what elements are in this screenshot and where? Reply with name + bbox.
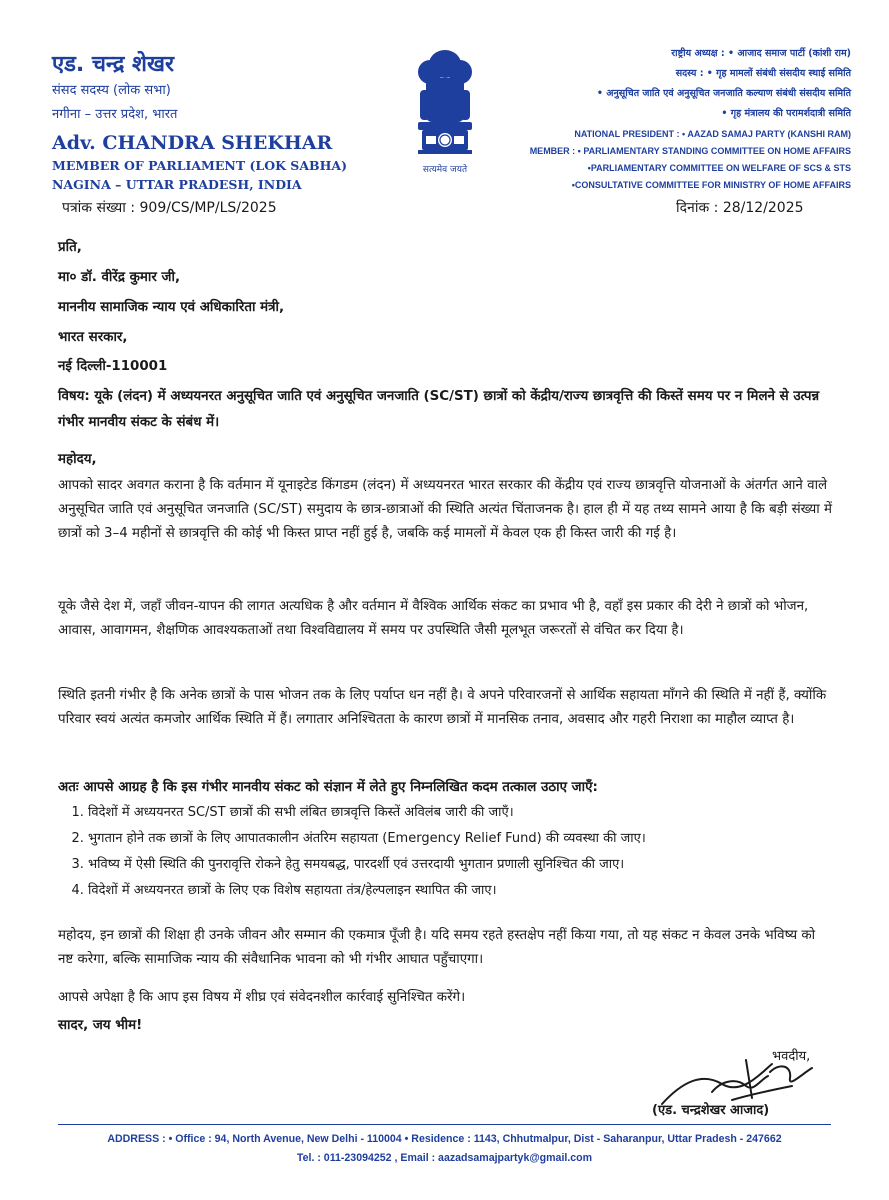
recipient-govt: भारत सरकार, <box>58 330 128 345</box>
hindi-name: एड. चन्द्र शेखर <box>52 52 175 77</box>
paragraph-2: यूके जैसे देश में, जहाँ जीवन-यापन की लागत अत्यधिक है और वर्तमान में वैश्विक आर्थिक संकट का प्रभाव भी है, वहाँ इस प्रकार की देरी ने छात्रों को भोजन, आवास, आवागमन, शैक्षणिक आवश्यकताओं तथा विश्वविद्यालय में समय पर उपस्थिति जैसी मूलभूत जरूरतों से वंचित कर दिया है। <box>58 599 809 638</box>
national-emblem-icon <box>400 42 490 172</box>
english-constituency: NAGINA – UTTAR PRADESH, INDIA <box>52 177 302 192</box>
right-hi-line-2: सदस्य : • गृह मामलों संबंधी संसदीय स्थाई समिति <box>675 68 851 79</box>
right-en-line-2: MEMBER : • PARLIAMENTARY STANDING COMMITTEE ON HOME AFFAIRS <box>529 146 851 156</box>
request-item: 1. विदेशों में अध्ययनरत SC/ST छात्रों की सभी लंबित छात्रवृत्ति किस्तें अविलंब जारी की जाएँ। <box>88 800 834 826</box>
expectation: आपसे अपेक्षा है कि आप इस विषय में शीघ्र एवं संवेदनशील कार्रवाई सुनिश्चित करेंगे। <box>58 990 466 1005</box>
signatory-name: (एड. चन्द्रशेखर आजाद) <box>652 1103 770 1118</box>
closing-paragraph: महोदय, इन छात्रों की शिक्षा ही उनके जीवन और सम्मान की एकमात्र पूँजी है। यदि समय रहते हस्तक्षेप नहीं किया गया, तो यह संकट न केवल उनके भविष्य को नष्ट करेगा, बल्कि सामाजिक न्याय की संवैधानिक भावना को भी गंभीर आघात पहुँचाएगा। <box>58 928 816 967</box>
regards: सादर, जय भीम! <box>58 1018 143 1033</box>
recipient-designation: माननीय सामाजिक न्याय एवं अधिकारिता मंत्री, <box>58 300 285 315</box>
footer-address: ADDRESS : • Office : 94, North Avenue, New Delhi - 110004 • Residence : 1143, Chhutmalpur, Dist - Saharanpur, Uttar Pradesh - 247662 <box>107 1133 782 1145</box>
hindi-designation: संसद सदस्य (लोक सभा) <box>52 83 171 98</box>
english-designation: MEMBER OF PARLIAMENT (LOK SABHA) <box>52 158 348 173</box>
emblem-motto: सत्यमेव जयते <box>422 165 468 175</box>
paragraph-1: आपको सादर अवगत कराना है कि वर्तमान में यूनाइटेड किंगडम (लंदन) में अध्ययनरत भारत सरकार की केंद्रीय एवं राज्य छात्रवृत्ति योजनाओं के अंतर्गत आने वाले अनुसूचित जाति एवं अनुसूचित जनजाति (SC/ST) समुदाय के छात्र-छात्राओं की स्थिति अत्यंत चिंताजनक है। हाल ही में यह तथ्य सामने आया है कि बड़ी संख्या में छात्रों को 3–4 महीनों से छात्रवृत्ति की कोई भी किस्त प्राप्त नहीं हुई है, जबकि कई मामलों में केवल एक ही किस्त जारी की गई है। <box>58 478 833 541</box>
paragraph-3: स्थिति इतनी गंभीर है कि अनेक छात्रों के पास भोजन तक के लिए पर्याप्त धन नहीं है। वे अपने परिवारजनों से आर्थिक सहायता माँगने की स्थिति में नहीं हैं, क्योंकि परिवार स्वयं अत्यंत कमजोर आर्थिक स्थिति में हैं। लगातार अनिश्चितता के कारण छात्रों में मानसिक तनाव, अवसाद और गहरी निराशा का माहौल व्याप्त है। <box>58 688 827 727</box>
letter-subject: विषय: यूके (लंदन) में अध्ययनरत अनुसूचित जाति एवं अनुसूचित जनजाति (SC/ST) छात्रों को केंद्रीय/राज्य छात्रवृत्ति की किस्तें समय पर न मिलने से उत्पन्न गंभीर मानवीय संकट के संबंध में। <box>58 389 820 430</box>
sign-off: भवदीय, <box>772 1049 811 1064</box>
request-item: 4. विदेशों में अध्ययनरत छात्रों के लिए एक विशेष सहायता तंत्र/हेल्पलाइन स्थापित की जाए। <box>88 878 834 904</box>
footer-contact: Tel. : 011-23094252 , Email : aazadsamajpartyk@gmail.com <box>296 1152 593 1164</box>
right-hi-line-3: • अनुसूचित जाति एवं अनुसूचित जनजाति कल्याण संबंधी संसदीय समिति <box>596 88 851 99</box>
right-en-line-3: •PARLIAMENTARY COMMITTEE ON WELFARE OF SCS & STS <box>587 163 851 173</box>
request-list <box>58 800 834 904</box>
english-name: Adv. CHANDRA SHEKHAR <box>52 132 333 154</box>
right-en-line-1: NATIONAL PRESIDENT : • AAZAD SAMAJ PARTY (KANSHI RAM) <box>574 129 851 139</box>
right-hi-line-4: • गृह मंत्रालय की परामर्शदात्री समिति <box>721 108 851 119</box>
recipient-name: मा० डॉ. वीरेंद्र कुमार जी, <box>58 270 181 285</box>
recipient-city: नई दिल्ली-110001 <box>58 359 168 374</box>
letter-date: दिनांक : 28/12/2025 <box>676 200 804 216</box>
right-en-line-4: •CONSULTATIVE COMMITTEE FOR MINISTRY OF HOME AFFAIRS <box>571 180 851 190</box>
footer-divider <box>58 1124 831 1125</box>
hindi-constituency: नगीना – उत्तर प्रदेश, भारत <box>52 107 178 122</box>
right-hi-line-1: राष्ट्रीय अध्यक्ष : • आजाद समाज पार्टी (कांशी राम) <box>671 48 851 59</box>
salutation: महोदय, <box>58 452 97 467</box>
request-item: 2. भुगतान होने तक छात्रों के लिए आपातकालीन अंतरिम सहायता (Emergency Relief Fund) की व्यवस्था की जाए। <box>88 826 834 852</box>
request-heading: अतः आपसे आग्रह है कि इस गंभीर मानवीय संकट को संज्ञान में लेते हुए निम्नलिखित कदम तत्काल उठाए जाएँ: <box>58 780 598 795</box>
reference-number: पत्रांक संख्या : 909/CS/MP/LS/2025 <box>62 200 277 216</box>
request-item: 3. भविष्य में ऐसी स्थिति की पुनरावृत्ति रोकने हेतु समयबद्ध, पारदर्शी एवं उत्तरदायी भुगतान प्रणाली सुनिश्चित की जाए। <box>88 852 834 878</box>
recipient-to: प्रति, <box>58 240 82 255</box>
